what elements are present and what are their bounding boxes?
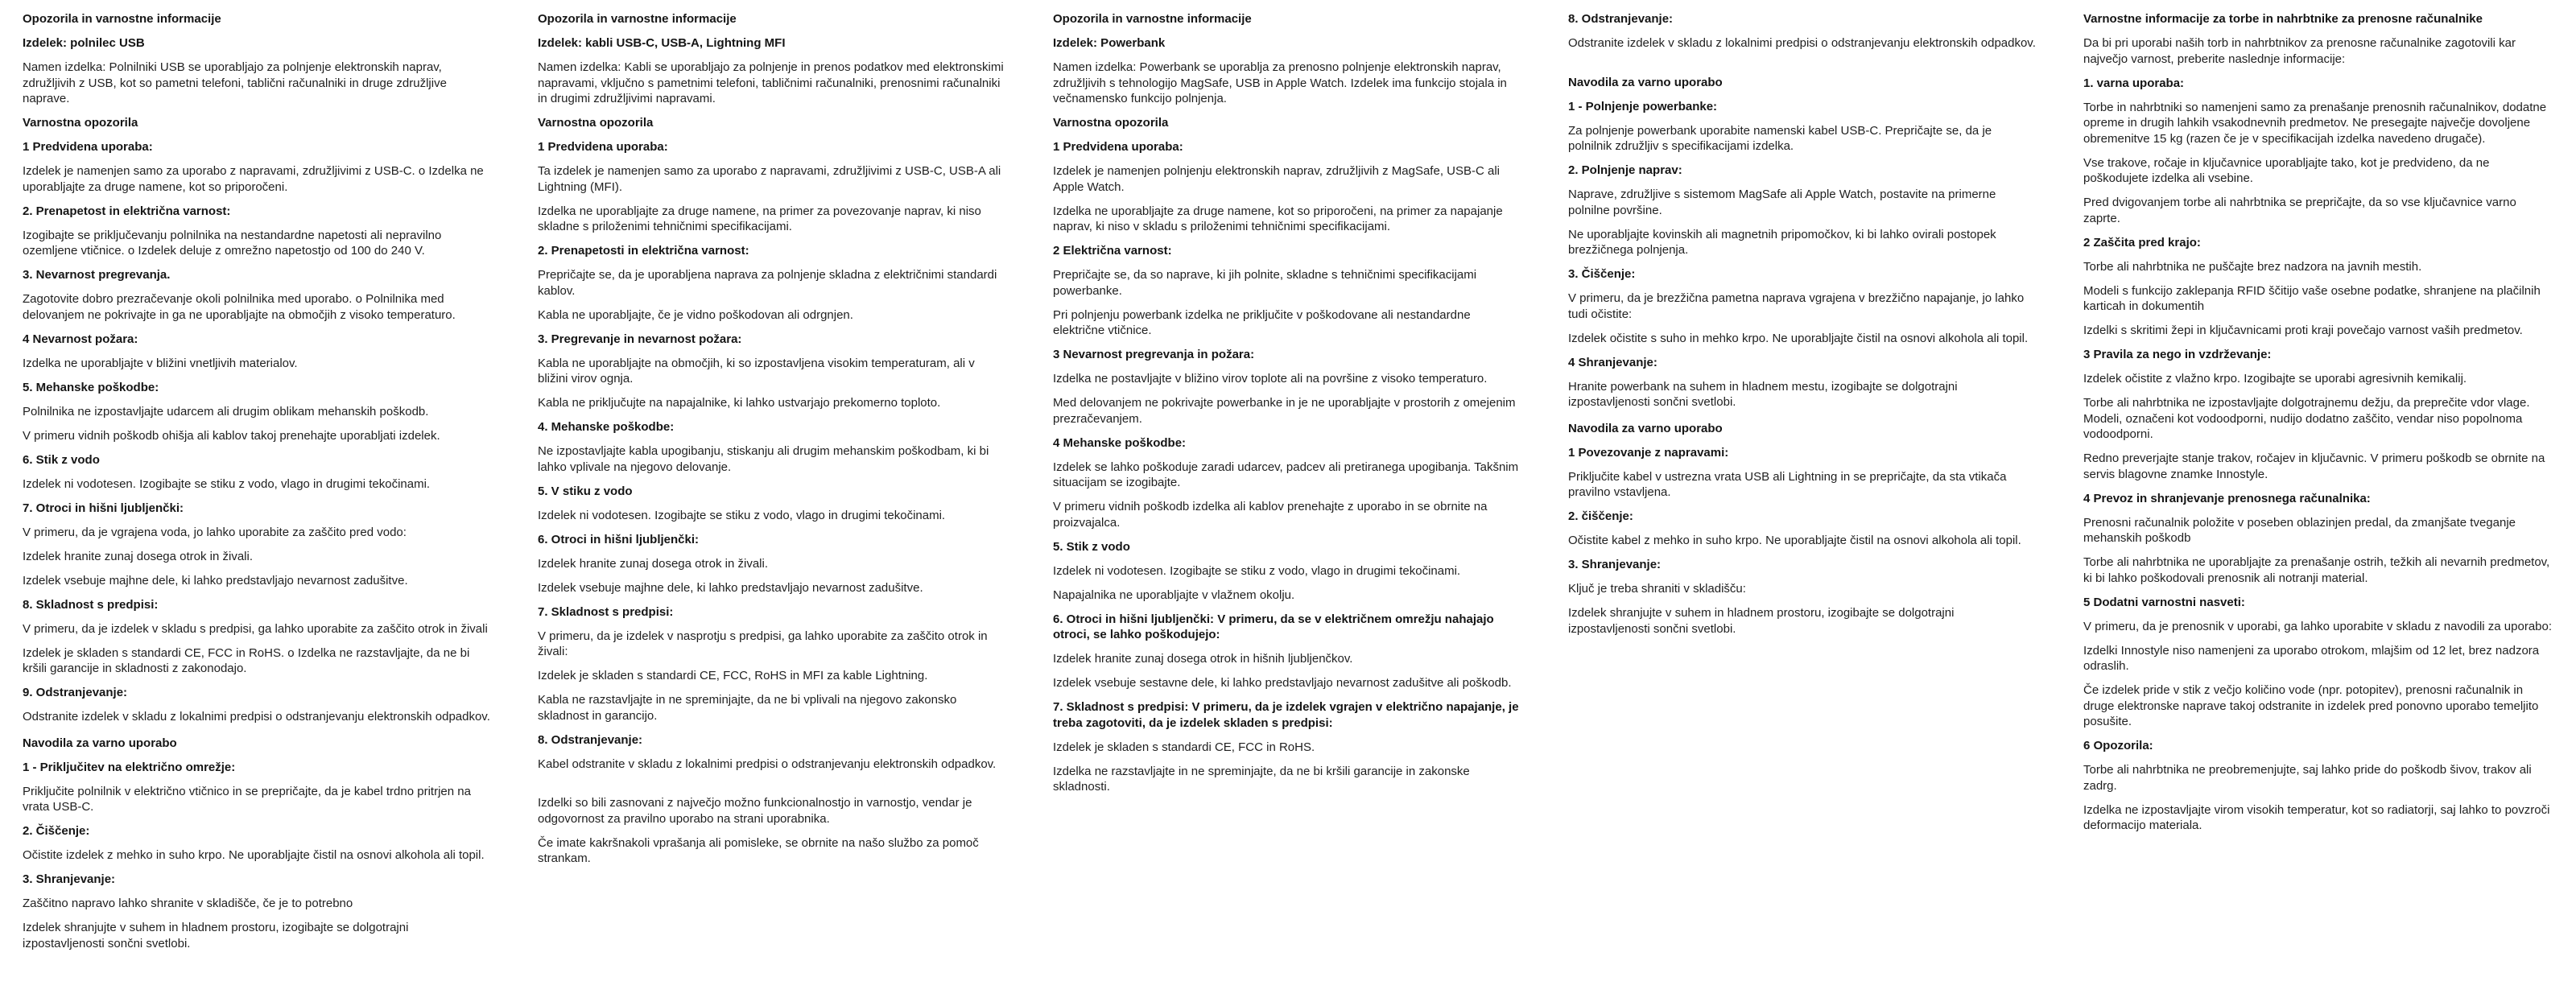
section-heading: 1 Predvidena uporaba: (23, 140, 153, 154)
paragraph: V primeru vidnih poškodb izdelka ali kablov prenehajte z uporabo in se obrnite na proizvajalca. (1053, 500, 1488, 530)
paragraph: V primeru, da je vgrajena voda, jo lahko uporabite za zaščito pred vodo: (23, 525, 407, 539)
paragraph: Izdelek se lahko poškoduje zaradi udarcev, padcev ali pretiranega upogibanja. Takšnim situacijam se izogibajte. (1053, 460, 1519, 489)
paragraph: Prepričajte se, da je uporabljena naprava za polnjenje skladna z električnimi standardi kablov. (538, 268, 997, 298)
paragraph: Izdelek ni vodotesen. Izogibajte se stiku z vodo, vlago in drugimi tekočinami. (538, 508, 946, 522)
paragraph: Izdelek očistite s suho in mehko krpo. Ne uporabljajte čistil na osnovi alkohola ali topil. (1568, 331, 2029, 345)
paragraph: Namen izdelka: Polnilniki USB se uporabljajo za polnjenje elektronskih naprav, združljivih z USB, kot so pametni telefoni, tablični računalniki in druge združljive naprave. (23, 60, 447, 105)
section-heading: 3 Pravila za nego in vzdrževanje: (2083, 348, 2272, 361)
paragraph: Hranite powerbank na suhem in hladnem mestu, izogibajte se dolgotrajni izpostavljenosti sončni svetlobi. (1568, 379, 1958, 409)
paragraph: Priključite kabel v ustrezna vrata USB ali Lightning in se prepričajte, da sta vtikača pravilno vstavljena. (1568, 469, 2007, 499)
paragraph: Izdelek je namenjen samo za uporabo z napravami, združljivimi z USB-C. o Izdelka ne uporabljajte za druge namene, kot so priporočeni. (23, 164, 484, 194)
section-heading: 4 Prevoz in shranjevanje prenosnega računalnika: (2083, 491, 2371, 505)
section-heading: 6. Otroci in hišni ljubljenčki: (538, 532, 700, 546)
paragraph: Za polnjenje powerbank uporabite namenski kabel USB-C. Prepričajte se, da je polnilnik združljiv s specifikacijami izdelka. (1568, 123, 1992, 153)
paragraph: Naprave, združljive s sistemom MagSafe ali Apple Watch, postavite na primerne polnilne površine. (1568, 188, 1996, 217)
paragraph: Izdelek vsebuje majhne dele, ki lahko predstavljajo nevarnost zadušitve. (23, 573, 408, 588)
section-heading: 3. Čiščenje: (1568, 267, 1636, 281)
paragraph: Izdelka ne uporabljajte za druge namene, na primer za povezovanje naprav, ki niso skladne s priloženimi tehničnimi specifikacijami. (538, 204, 981, 233)
paragraph: Odstranite izdelek v skladu z lokalnimi predpisi o odstranjevanju elektronskih odpadkov. (1568, 36, 2036, 50)
section-heading: 4 Nevarnost požara: (23, 332, 138, 346)
section-heading: 1 Predvidena uporaba: (1053, 140, 1183, 154)
paragraph: Kabla ne uporabljajte na območjih, ki so izpostavljena visokim temperaturam, ali v bližini virov ognja. (538, 356, 975, 385)
section-heading: Varnostna opozorila (1053, 116, 1169, 130)
paragraph: V primeru, da je prenosnik v uporabi, ga lahko uporabite v skladu z navodili za uporabo: (2083, 619, 2553, 633)
paragraph: Izdelek je skladen s standardi CE, FCC in RoHS. o Izdelka ne razstavljajte, da ne bi kršili garancije in skladnosti z zakonodajo. (23, 645, 470, 675)
paragraph: Izdelka ne uporabljajte za druge namene, kot so priporočeni, na primer za napajanje naprav, ki niso v skladu s priloženimi tehničnimi specifikacijami. (1053, 204, 1503, 233)
paragraph: Izdelek očistite z vlažno krpo. Izogibajte se uporabi agresivnih kemikalij. (2083, 372, 2467, 385)
column-powerbank-warnings (1053, 11, 1521, 1006)
section-heading: 5. Stik z vodo (1053, 539, 1130, 554)
paragraph: Pred dvigovanjem torbe ali nahrbtnika se prepričajte, da so vse ključavnice varno zaprte. (2083, 196, 2516, 225)
paragraph: Izdelka ne izpostavljajte virom visokih temperatur, kot so radiatorji, saj lahko to povzroči deformacijo materiala. (2083, 802, 2550, 832)
section-heading: 2. Prenapetost in električna varnost: (23, 204, 231, 218)
paragraph: Odstranite izdelek v skladu z lokalnimi predpisi o odstranjevanju elektronskih odpadkov. (23, 710, 490, 724)
column-powerbank-continued-and-cable-instructions (1568, 11, 2037, 1006)
paragraph: Izdelki s skritimi žepi in ključavnicami proti kraji povečajo varnost vaših predmetov. (2083, 324, 2523, 337)
paragraph: Izdelek je skladen s standardi CE, FCC, RoHS in MFI za kable Lightning. (538, 669, 928, 682)
section-heading: 3. Shranjevanje: (1568, 558, 1662, 571)
section-heading: 4. Mehanske poškodbe: (538, 420, 675, 434)
section-heading: 3. Shranjevanje: (23, 872, 116, 886)
paragraph: Izdelek je namenjen polnjenju elektronskih naprav, združljivih z MagSafe, USB-C ali Apple Watch. (1053, 164, 1500, 194)
section-heading: 5. V stiku z vodo (538, 484, 633, 498)
section-heading: 6. Otroci in hišni ljubljenčki: V primeru, da se v električnem omrežju nahajajo otroci, se lahko poškodujejo: (1053, 612, 1494, 641)
section-heading: 3. Nevarnost pregrevanja. (23, 268, 171, 282)
paragraph: Izdelek ni vodotesen. Izogibajte se stiku z vodo, vlago in drugimi tekočinami. (1053, 563, 1461, 578)
section-heading: 6 Opozorila: (2083, 739, 2153, 752)
paragraph: Izdelek shranjujte v suhem in hladnem prostoru, izogibajte se dolgotrajni izpostavljenosti sončni svetlobi. (1568, 606, 1955, 636)
paragraph: Izdelki so bili zasnovani z največjo možno funkcionalnostjo in varnostjo, vendar je odgovornost za pravilno uporabo na strani uporabnika. (538, 796, 972, 826)
paragraph: Izdelek ni vodotesen. Izogibajte se stiku z vodo, vlago in drugimi tekočinami. (23, 476, 431, 491)
paragraph: Kabla ne razstavljajte in ne spreminjajte, da ne bi vplivali na njegovo zakonsko skladnost in garancijo. (538, 693, 957, 723)
paragraph: Zagotovite dobro prezračevanje okoli polnilnika med uporabo. o Polnilnika med delovanjem ne pokrivajte in ga ne uporabljajte na območjih z visoko temperaturo. (23, 292, 456, 322)
section-heading: Izdelek: Powerbank (1053, 36, 1166, 50)
paragraph: Izdelek je skladen s standardi CE, FCC in RoHS. (1053, 740, 1315, 754)
section-heading: Varnostna opozorila (538, 116, 654, 130)
paragraph: Izdelek hranite zunaj dosega otrok in živali. (538, 556, 768, 571)
paragraph: Priključite polnilnik v električno vtičnico in se prepričajte, da je kabel trdno pritrjen na vrata USB-C. (23, 784, 471, 814)
section-heading: 2. Prenapetosti in električna varnost: (538, 244, 749, 258)
section-heading: 3. Pregrevanje in nevarnost požara: (538, 332, 742, 346)
paragraph: Ključ je treba shraniti v skladišču: (1568, 582, 1746, 596)
paragraph: Izdelka ne postavljajte v bližino virov toplote ali na površine z visoko temperaturo. (1053, 372, 1488, 385)
paragraph: Izdelek hranite zunaj dosega otrok in živali. (23, 549, 253, 563)
paragraph: Vse trakove, ročaje in ključavnice uporabljajte tako, kot je predvideno, da ne poškodujete izdelka ali vsebine. (2083, 155, 2490, 185)
section-heading: 1 - Priključitev na električno omrežje: (23, 760, 236, 774)
column-usb-charger-warnings (23, 11, 491, 1006)
section-heading: 8. Skladnost s predpisi: (23, 597, 159, 612)
paragraph: V primeru, da je izdelek v skladu s predpisi, ga lahko uporabite za zaščito otrok in živali (23, 621, 488, 636)
section-heading: Opozorila in varnostne informacije (23, 12, 221, 26)
section-heading: 8. Odstranjevanje: (538, 732, 643, 747)
paragraph: Modeli s funkcijo zaklepanja RFID ščitijo vaše osebne podatke, shranjene na plačilnih karticah in dokumentih (2083, 283, 2541, 313)
paragraph: Kabel odstranite v skladu z lokalnimi predpisi o odstranjevanju elektronskih odpadkov. (538, 757, 997, 771)
paragraph: Ne uporabljajte kovinskih ali magnetnih pripomočkov, ki bi lahko ovirali postopek brezžičnega polnjenja. (1568, 227, 1996, 257)
paragraph: Izdelek vsebuje sestavne dele, ki lahko predstavljajo nevarnost zadušitve ali poškodb. (1053, 676, 1512, 690)
section-heading: 1 Predvidena uporaba: (538, 140, 668, 154)
paragraph: Torbe ali nahrbtnika ne puščajte brez nadzora na javnih mestih. (2083, 259, 2422, 274)
paragraph: Izdelek vsebuje majhne dele, ki lahko predstavljajo nevarnost zadušitve. (538, 580, 923, 595)
section-heading: Varnostna opozorila (23, 116, 138, 130)
section-heading: 7. Otroci in hišni ljubljenčki: (23, 501, 184, 515)
paragraph: Ta izdelek je namenjen samo za uporabo z napravami, združljivimi z USB-C, USB-A ali Lightning (MFI). (538, 164, 1001, 194)
section-heading: 2. Polnjenje naprav: (1568, 163, 1682, 177)
section-heading: 6. Stik z vodo (23, 452, 100, 467)
paragraph: Prepričajte se, da so naprave, ki jih polnite, skladne s tehničnimi specifikacijami powerbanke. (1053, 268, 1477, 298)
section-heading: Opozorila in varnostne informacije (1053, 12, 1252, 26)
paragraph: Redno preverjajte stanje trakov, ročajev in ključavnic. V primeru poškodb se obrnite na servis blagovne znamke Innostyle. (2083, 451, 2545, 481)
section-heading: Navodila za varno uporabo (1568, 421, 1723, 435)
paragraph: Prenosni računalnik položite v poseben oblazinjen predal, da zmanjšate tveganje mehanskih poškodb (2083, 515, 2516, 545)
paragraph: Kabla ne priključujte na napajalnike, ki lahko ustvarjajo prekomerno toploto. (538, 396, 941, 410)
paragraph: Očistite kabel z mehko in suho krpo. Ne uporabljajte čistil na osnovi alkohola ali topil. (1568, 534, 2021, 547)
paragraph: Polnilnika ne izpostavljajte udarcem ali drugim oblikam mehanskih poškodb. (23, 404, 429, 418)
section-heading: 7. Skladnost s predpisi: V primeru, da je izdelek vgrajen v električno napajanje, je treba zagotoviti, da je izdelek skladen s predpisi: (1053, 700, 1519, 730)
column-cables-warnings (538, 11, 1006, 1006)
paragraph: Očistite izdelek z mehko in suho krpo. Ne uporabljajte čistil na osnovi alkohola ali topil. (23, 848, 485, 862)
section-heading: 1 Povezovanje z napravami: (1568, 445, 1729, 460)
paragraph: V primeru, da je izdelek v nasprotju s predpisi, ga lahko uporabite za zaščito otrok in živali: (538, 629, 988, 658)
section-heading: Izdelek: kabli USB-C, USB-A, Lightning MFI (538, 36, 786, 50)
paragraph: Ne izpostavljajte kabla upogibanju, stiskanju ali drugim mehanskim poškodbam, ki bi lahko vplivale na njegovo delovanje. (538, 444, 989, 474)
section-heading: 1 - Polnjenje powerbanke: (1568, 99, 1718, 113)
paragraph: Zaščitno napravo lahko shranite v skladišče, če je to potrebno (23, 897, 353, 910)
paragraph: Napajalnika ne uporabljajte v vlažnem okolju. (1053, 588, 1295, 602)
paragraph: Pri polnjenju powerbank izdelka ne priključite v poškodovane ali nestandardne električne vtičnice. (1053, 307, 1471, 337)
section-heading: 5. Mehanske poškodbe: (23, 380, 159, 394)
paragraph: Izdelka ne uporabljajte v bližini vnetljivih materialov. (23, 356, 298, 370)
section-heading: 4 Mehanske poškodbe: (1053, 435, 1187, 450)
paragraph: Da bi pri uporabi naših torb in nahrbtnikov za prenosne računalnike zagotovili kar največjo varnost, preberite naslednje informacije: (2083, 36, 2516, 66)
column-laptop-bags-safety (2083, 11, 2552, 1006)
paragraph: Izdelek hranite zunaj dosega otrok in hišnih ljubljenčkov. (1053, 652, 1353, 666)
paragraph: Torbe in nahrbtniki so namenjeni samo za prenašanje prenosnih računalnikov, dodatne opreme in drugih lahkih vsakodnevnih predmetov. Ne presegajte največje dovoljene obremenitve 15 kg (razen če je v specifikacijah izdelka navedeno drugače). (2083, 100, 2547, 146)
paragraph: Izdelka ne razstavljajte in ne spreminjajte, da ne bi kršili garancije in zakonske skladnosti. (1053, 764, 1470, 794)
paragraph: Med delovanjem ne pokrivajte powerbanke in je ne uporabljajte v prostorih z omejenim prezračevanjem. (1053, 396, 1516, 426)
section-heading: 2 Električna varnost: (1053, 244, 1172, 258)
section-heading: 2. Čiščenje: (23, 824, 90, 838)
paragraph: Izdelki Innostyle niso namenjeni za uporabo otrokom, mlajšim od 12 let, brez nadzora odraslih. (2083, 643, 2540, 673)
section-heading: 2. čiščenje: (1568, 509, 1633, 523)
section-heading: 1. varna uporaba: (2083, 76, 2185, 90)
section-heading: Varnostne informacije za torbe in nahrbtnike za prenosne računalnike (2083, 12, 2483, 26)
section-heading: 5 Dodatni varnostni nasveti: (2083, 595, 2245, 609)
section-heading: 7. Skladnost s predpisi: (538, 604, 674, 619)
section-heading: Izdelek: polnilec USB (23, 36, 145, 50)
paragraph: Torbe ali nahrbtnika ne izpostavljajte dolgotrajnemu dežju, da preprečite vdor vlage. Modeli, označeni kot vodoodporni, nudijo dodatno zaščito, vendar niso popolnoma vodoodporni. (2083, 396, 2530, 441)
paragraph: Če izdelek pride v stik z večjo količino vode (npr. potopitev), prenosni računalnik in druge elektronske naprave takoj odstranite in izdelek pred ponovno uporabo temeljito posušite. (2083, 683, 2539, 728)
paragraph: Izdelek shranjujte v suhem in hladnem prostoru, izogibajte se dolgotrajni izpostavljenosti sončni svetlobi. (23, 921, 409, 950)
section-heading: 3 Nevarnost pregrevanja in požara: (1053, 348, 1255, 361)
section-heading: Opozorila in varnostne informacije (538, 12, 737, 26)
paragraph: V primeru vidnih poškodb ohišja ali kablov takoj prenehajte uporabljati izdelek. (23, 428, 440, 443)
section-heading: 4 Shranjevanje: (1568, 355, 1657, 369)
section-heading: 9. Odstranjevanje: (23, 686, 128, 699)
section-heading: 2 Zaščita pred krajo: (2083, 235, 2201, 249)
paragraph: Če imate kakršnakoli vprašanja ali pomisleke, se obrnite na našo službo za pomoč strankam. (538, 835, 979, 865)
section-heading: 8. Odstranjevanje: (1568, 12, 1674, 26)
paragraph: Torbe ali nahrbtnika ne preobremenjujte, saj lahko pride do poškodb šivov, trakov ali zadrg. (2083, 763, 2532, 793)
section-heading: Navodila za varno uporabo (23, 736, 177, 750)
paragraph: Izogibajte se priključevanju polnilnika na nestandardne napetosti ali nepravilno ozemljene vtičnice. o Izdelek deluje z omrežno napetostjo od 100 do 240 V. (23, 228, 442, 258)
paragraph: V primeru, da je brezžična pametna naprava vgrajena v brezžično napajanje, jo lahko tudi očistite: (1568, 291, 2025, 321)
paragraph: Namen izdelka: Kabli se uporabljajo za polnjenje in prenos podatkov med elektronskimi napravami, vključno s pametnimi telefoni, tabličnimi računalniki, prenosnimi računalniki in drugimi združljivimi napravami. (538, 60, 1004, 105)
paragraph: Namen izdelka: Powerbank se uporablja za prenosno polnjenje elektronskih naprav, združljivih s tehnologijo MagSafe, USB in Apple Watch. Izdelek ima funkcijo stojala in večnamensko funkcijo polnjenja. (1053, 60, 1507, 105)
paragraph: Torbe ali nahrbtnika ne uporabljajte za prenašanje ostrih, težkih ali nevarnih predmetov, ki bi lahko poškodovali prenosnik ali notranji material. (2083, 555, 2550, 585)
section-heading: Navodila za varno uporabo (1568, 75, 1723, 89)
paragraph: Kabla ne uporabljajte, če je vidno poškodovan ali odrgnjen. (538, 307, 853, 322)
